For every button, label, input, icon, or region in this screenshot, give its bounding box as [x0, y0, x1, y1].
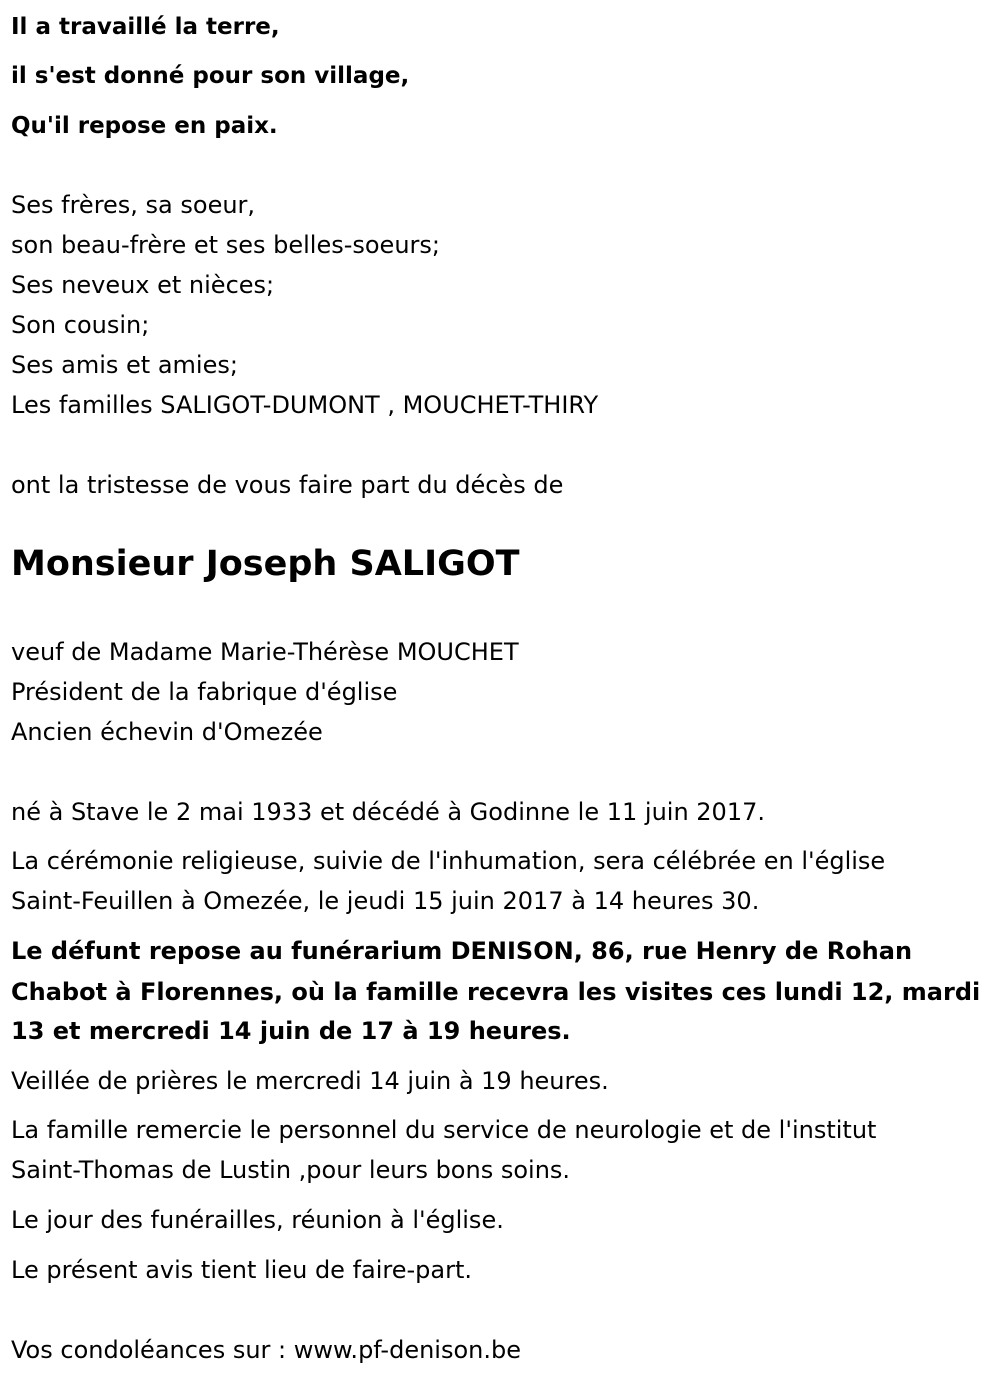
condolences-text: Vos condoléances sur : www.pf-denison.be: [11, 1336, 521, 1364]
family-line: Ses frères, sa soeur,: [11, 191, 256, 219]
birth-death-text: né à Stave le 2 mai 1933 et décédé à Godinne le 11 juin 2017.: [11, 798, 765, 826]
family-line: Les familles SALIGOT-DUMONT , MOUCHET-THIRY: [11, 391, 599, 419]
epigraph-line: il s'est donné pour son village,: [11, 63, 410, 89]
announcement-text: ont la tristesse de vous faire part du décès de: [11, 471, 564, 499]
family-line: Ses amis et amies;: [11, 351, 238, 379]
ceremony-line: La cérémonie religieuse, suivie de l'inhumation, sera célébrée en l'église: [11, 847, 886, 875]
epigraph-line: Qu'il repose en paix.: [11, 113, 278, 139]
deceased-name: Monsieur Joseph SALIGOT: [11, 544, 520, 584]
family-line: Son cousin;: [11, 311, 150, 339]
epigraph-line: Il a travaillé la terre,: [11, 14, 280, 40]
visitation-line: 13 et mercredi 14 juin de 17 à 19 heures.: [11, 1017, 571, 1045]
family-line: Ses neveux et nièces;: [11, 271, 275, 299]
funeral-meeting-text: Le jour des funérailles, réunion à l'église.: [11, 1206, 504, 1234]
family-line: son beau-frère et ses belles-soeurs;: [11, 231, 440, 259]
thanks-line: La famille remercie le personnel du service de neurologie et de l'institut: [11, 1116, 877, 1144]
title-line: veuf de Madame Marie-Thérèse MOUCHET: [11, 638, 519, 666]
title-line: Ancien échevin d'Omezée: [11, 718, 323, 746]
vigil-text: Veillée de prières le mercredi 14 juin à 19 heures.: [11, 1067, 609, 1095]
ceremony-line: Saint-Feuillen à Omezée, le jeudi 15 juin 2017 à 14 heures 30.: [11, 887, 760, 915]
visitation-line: Le défunt repose au funérarium DENISON, 86, rue Henry de Rohan: [11, 937, 913, 965]
title-line: Président de la fabrique d'église: [11, 678, 398, 706]
notice-text: Le présent avis tient lieu de faire-part.: [11, 1256, 473, 1284]
visitation-line: Chabot à Florennes, où la famille recevra les visites ces lundi 12, mardi: [11, 978, 981, 1006]
thanks-line: Saint-Thomas de Lustin ,pour leurs bons soins.: [11, 1156, 571, 1184]
